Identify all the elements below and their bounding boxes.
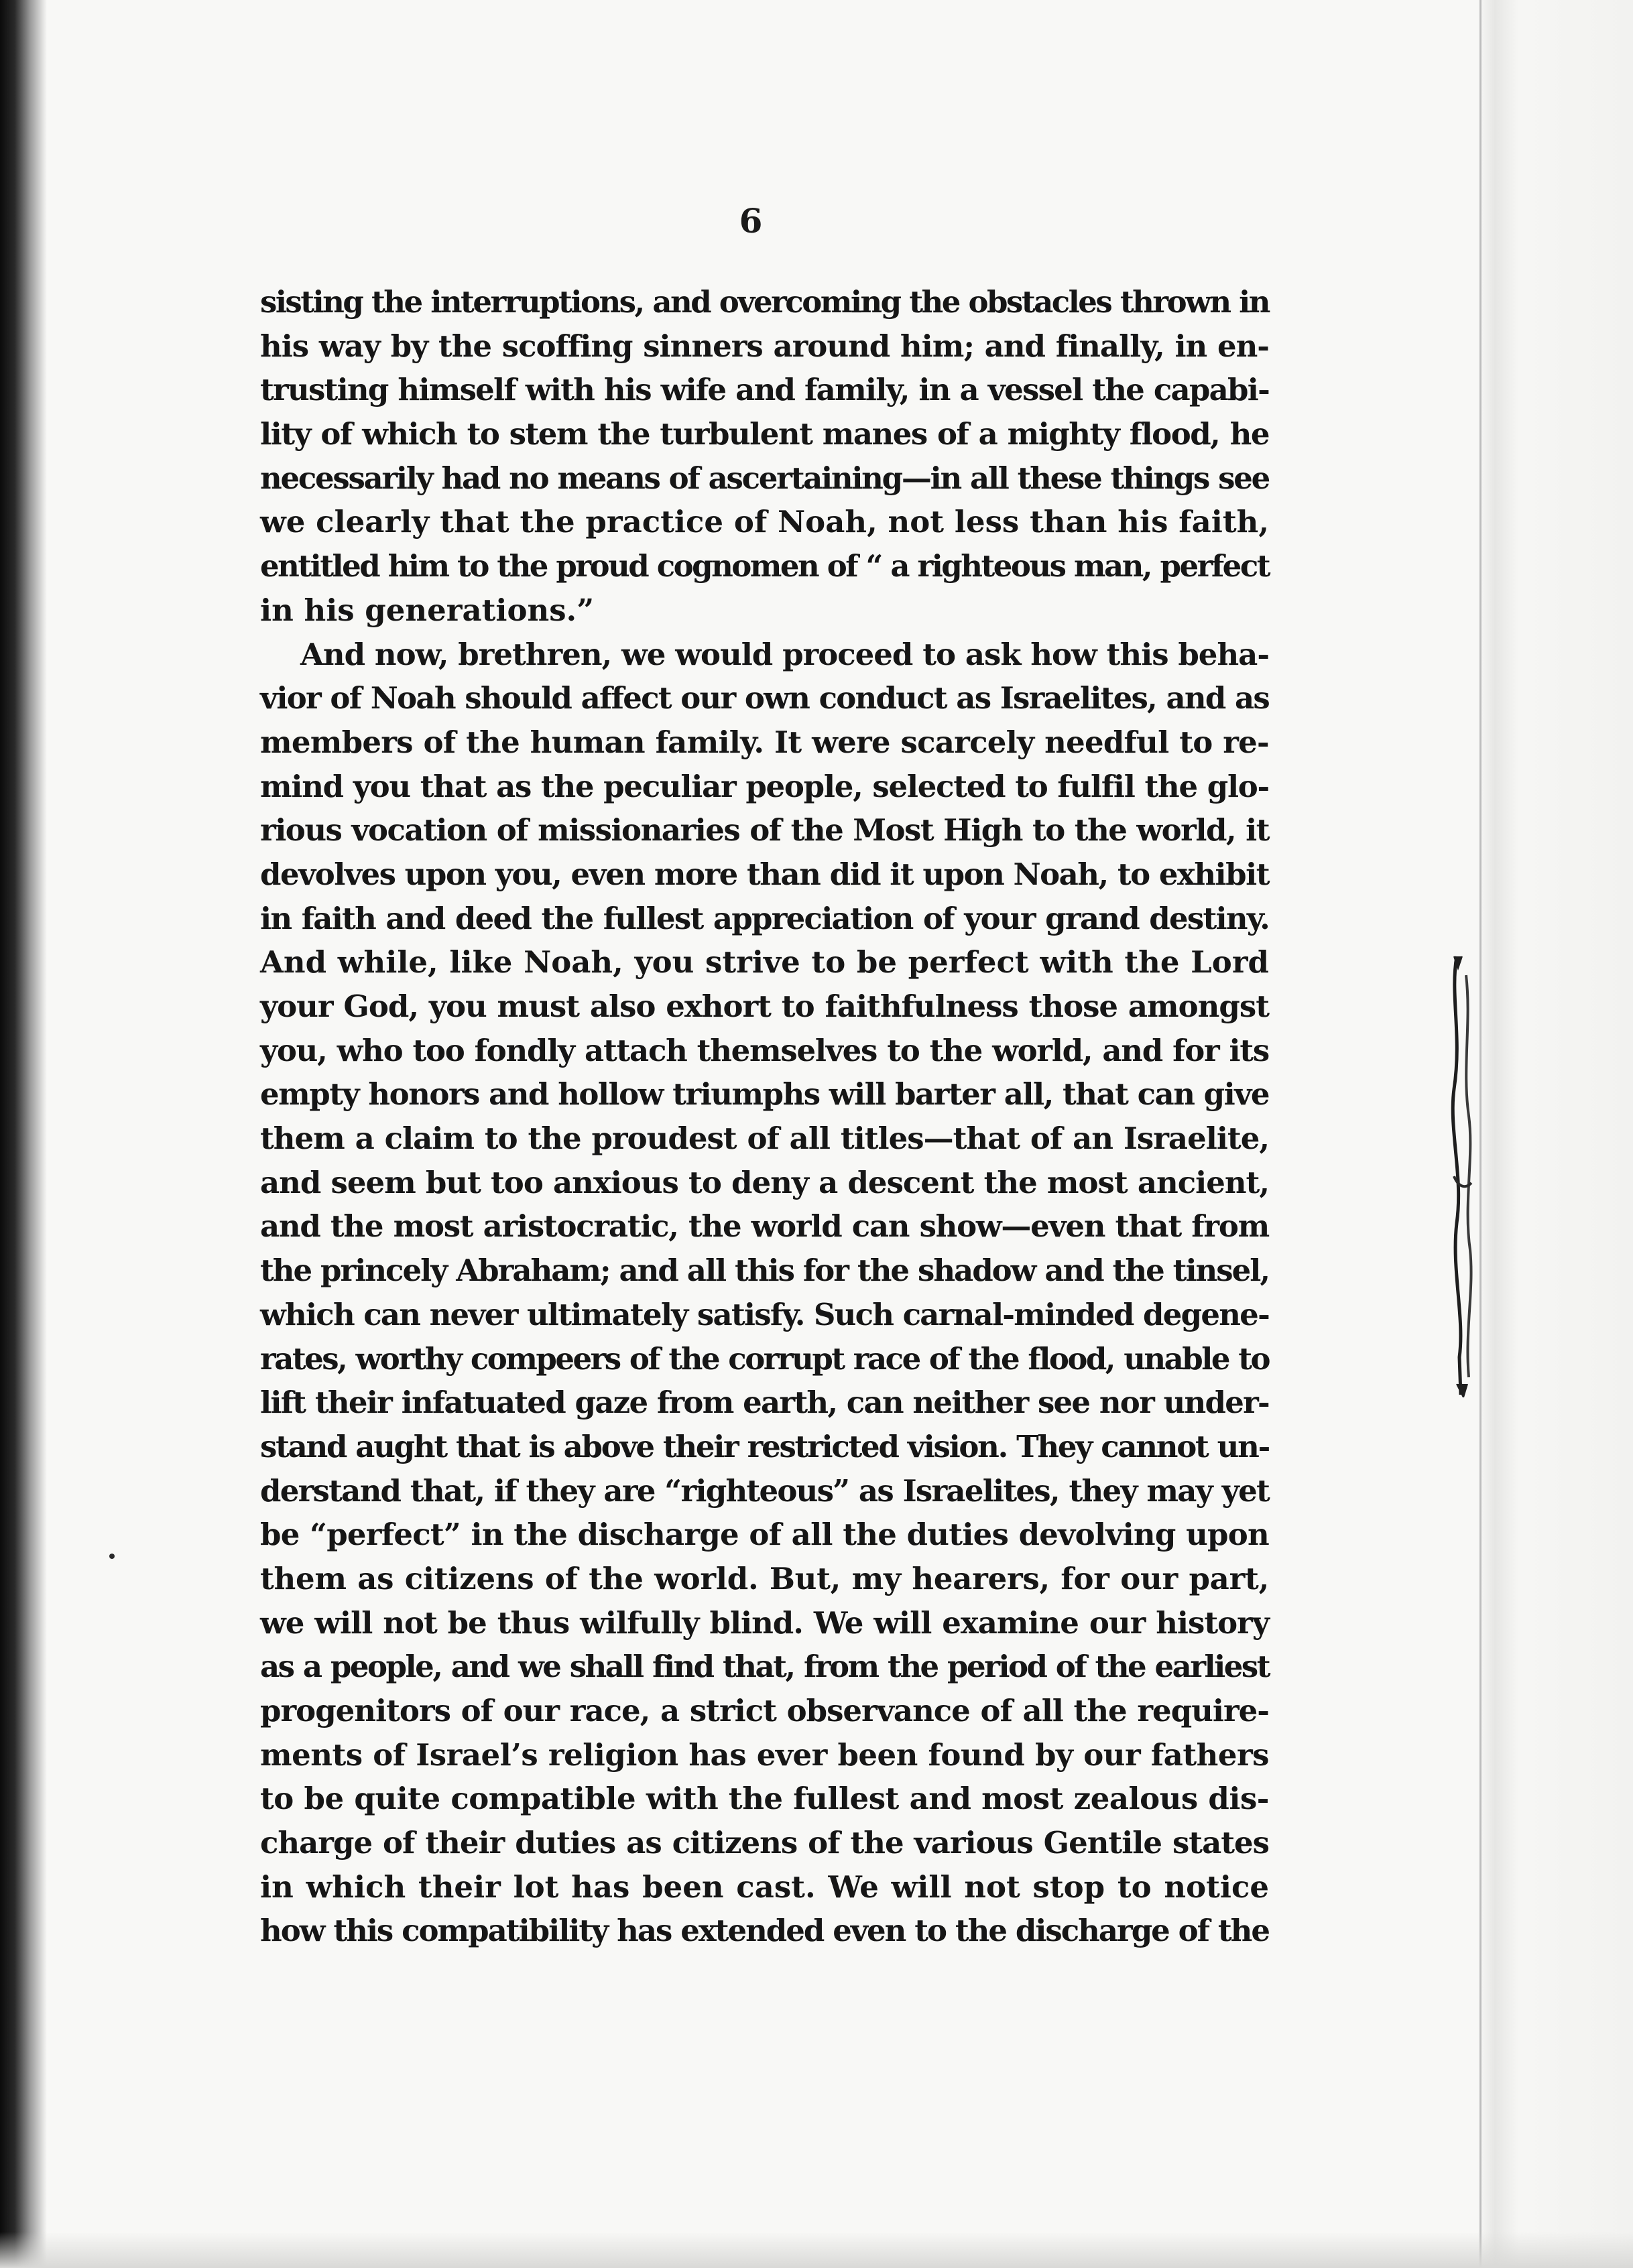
binding-thread-mark	[1445, 955, 1478, 1397]
ink-speck	[109, 1554, 115, 1559]
text-line: progenitors of our race, a strict observance of all the require-	[260, 1693, 1269, 1728]
text-line: charge of their duties as citizens of the various Gentile states	[260, 1825, 1269, 1861]
text-line: rious vocation of missionaries of the Most High to the world, it	[260, 812, 1269, 848]
text-line: and seem but too anxious to deny a descent the most ancient,	[260, 1164, 1269, 1200]
text-line: devolves upon you, even more than did it upon Noah, to exhibit	[260, 856, 1269, 892]
text-line: empty honors and hollow triumphs will barter all, that can give	[260, 1076, 1269, 1113]
text-line: derstand that, if they are “righteous” as Israelites, they may yet	[260, 1472, 1269, 1509]
text-line: ments of Israel’s religion has ever been found by our fathers	[260, 1737, 1269, 1773]
text-line: how this compatibility has extended even to the discharge of the	[260, 1913, 1269, 1949]
text-line: vior of Noah should affect our own conduct as Israelites, and as	[260, 680, 1269, 716]
text-line: sisting the interruptions, and overcoming the obstacles thrown in	[260, 284, 1269, 320]
paragraph-start-line: And now, brethren, we would proceed to ask how this beha-	[300, 636, 1269, 672]
text-line: the princely Abraham; and all this for the shadow and the tinsel,	[260, 1253, 1269, 1289]
page-number: 6	[739, 201, 763, 241]
text-line: lift their infatuated gaze from earth, can neither see nor under-	[260, 1385, 1269, 1421]
text-line: And while, like Noah, you strive to be perfect with the Lord	[260, 944, 1269, 981]
text-line: in faith and deed the fullest appreciation of your grand destiny.	[260, 900, 1269, 936]
text-line: his way by the scoffing sinners around him; and finally, in en-	[260, 328, 1269, 364]
text-line: be “perfect” in the discharge of all the duties devolving upon	[260, 1517, 1269, 1553]
text-line: in his generations.”	[260, 592, 595, 628]
text-line: them as citizens of the world. But, my hearers, for our part,	[260, 1560, 1269, 1596]
text-line: necessarily had no means of ascertaining—in all these things see	[260, 460, 1269, 496]
text-line: stand aught that is above their restricted vision. They cannot un-	[260, 1428, 1269, 1464]
text-line: and the most aristocratic, the world can show—even that from	[260, 1208, 1269, 1245]
text-line: mind you that as the peculiar people, selected to fulfil the glo-	[260, 768, 1269, 804]
text-line: entitled him to the proud cognomen of “ a righteous man, perfect	[260, 548, 1269, 584]
text-line: members of the human family. It were scarcely needful to re-	[260, 724, 1269, 760]
text-line: which can never ultimately satisfy. Such carnal-minded degene-	[260, 1296, 1269, 1332]
text-line: you, who too fondly attach themselves to the world, and for its	[260, 1032, 1269, 1068]
page-fold-shading	[1478, 0, 1633, 2268]
text-line: to be quite compatible with the fullest and most zealous dis-	[260, 1781, 1269, 1817]
text-line: as a people, and we shall find that, from the period of the earliest	[260, 1649, 1269, 1685]
text-line: your God, you must also exhort to faithfulness those amongst	[260, 989, 1269, 1024]
scan-left-shadow	[0, 0, 47, 2268]
text-line: rates, worthy compeers of the corrupt race of the flood, unable to	[260, 1340, 1269, 1377]
body-text	[260, 280, 1269, 1953]
text-line: we clearly that the practice of Noah, not less than his faith,	[260, 504, 1269, 540]
text-line: trusting himself with his wife and family, in a vessel the capabi-	[260, 372, 1269, 408]
text-line: lity of which to stem the turbulent manes of a mighty flood, he	[260, 416, 1269, 452]
text-line: we will not be thus wilfully blind. We will examine our history	[260, 1604, 1269, 1641]
page-fold-line	[1479, 0, 1481, 2268]
text-line: them a claim to the proudest of all titles—that of an Israelite,	[260, 1121, 1269, 1157]
text-line: in which their lot has been cast. We will not stop to notice	[260, 1869, 1269, 1905]
scan-bottom-edge	[0, 2232, 1633, 2268]
